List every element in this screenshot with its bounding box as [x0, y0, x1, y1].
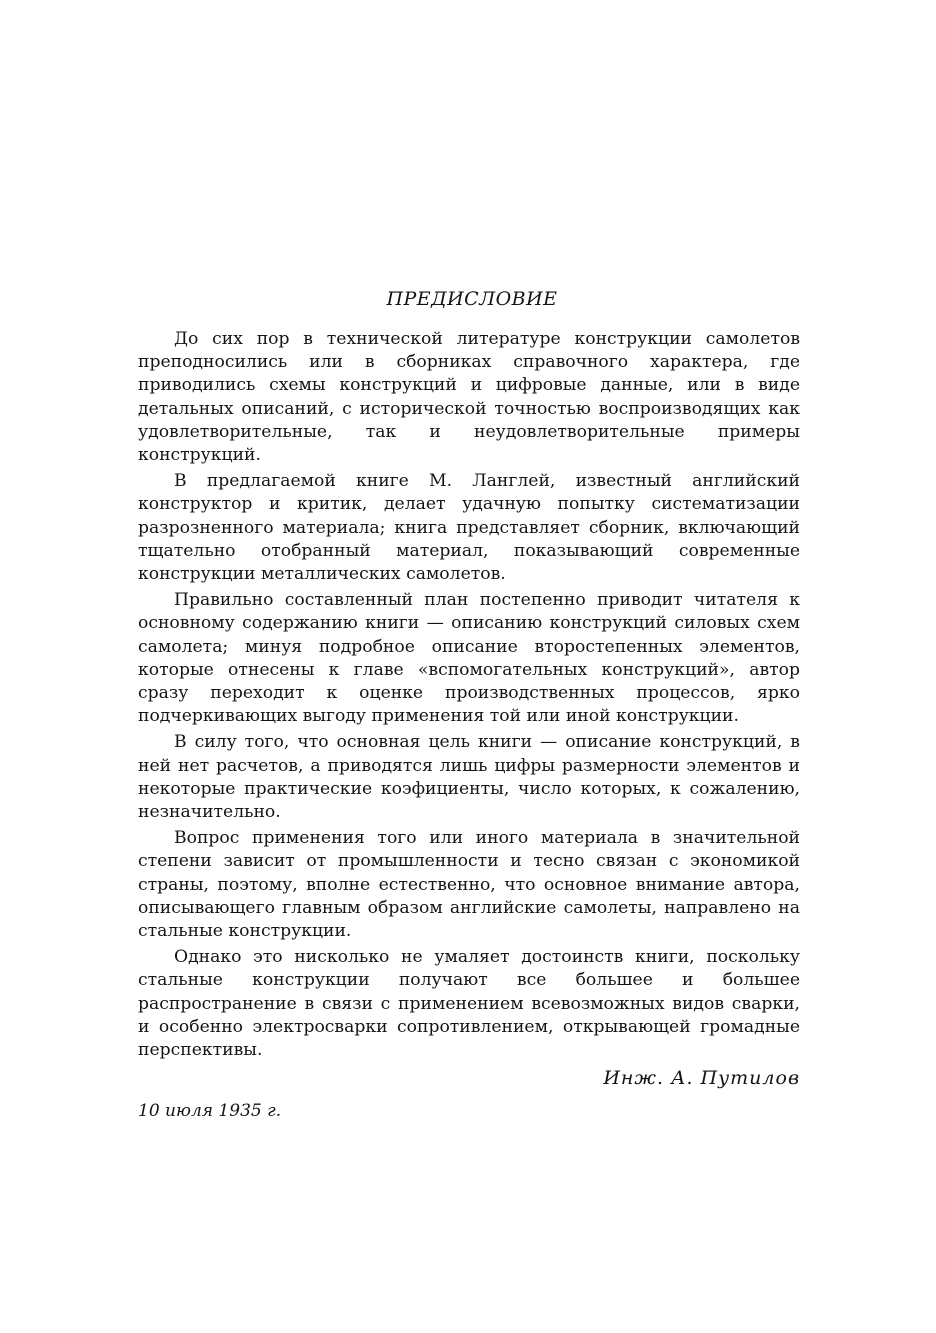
paragraph-3: Правильно составленный план постепенно приводит читателя к основному содержанию книги — описанию конструкций силовых схем самолета; минуя подробное описание второстепенных элементов, которые отнесены к главе «вспомогательных конструкций», автор сразу переходит к оценке производственных процессов, ярко подчеркивающих выгоду применения той или иной конструкции.: [138, 590, 800, 727]
paragraph-2: В предлагаемой книге М. Ланглей, известный английский конструктор и критик, делает удачную попытку систематизации разрозненного материала; книга представляет сборник, включающий тщательно отобранный материал, показывающий современные конструкции металлических самолетов.: [138, 471, 800, 585]
paragraph-5: Вопрос применения того или иного материала в значительной степени зависит от промышленности и тесно связан с экономикой страны, поэтому, вполне естественно, что основное внимание автора, описывающего главным образом английские самолеты, направлено на стальные конструкции.: [138, 828, 800, 942]
paragraph-4: В силу того, что основная цель книги — описание конструкций, в ней нет расчетов, а приводятся лишь цифры размерности элементов и некоторые практические коэфициенты, число которых, к сожалению, незначительно.: [138, 732, 800, 823]
paragraph-1: До сих пор в технической литературе конструкции самолетов преподносились или в сборниках справочного характера, где приводились схемы конструкций и цифровые данные, или в виде детальных описаний, с исторической точностью воспроизводящих как удовлетворительные, так и неудовлетворительные примеры конструкций.: [138, 329, 800, 466]
document-page: [138, 288, 800, 1122]
page-title: ПРЕДИСЛОВИЕ: [386, 288, 558, 310]
paragraph-6: Однако это нисколько не умаляет достоинств книги, поскольку стальные конструкции получают все большее и большее распространение в связи с применением всевозможных видов сварки, и особенно электросварки сопротивлением, открывающей громадные перспективы.: [138, 947, 800, 1061]
author-signature: Инж. А. Путилов: [603, 1067, 800, 1090]
date-line: 10 июля 1935 г.: [138, 1101, 282, 1122]
